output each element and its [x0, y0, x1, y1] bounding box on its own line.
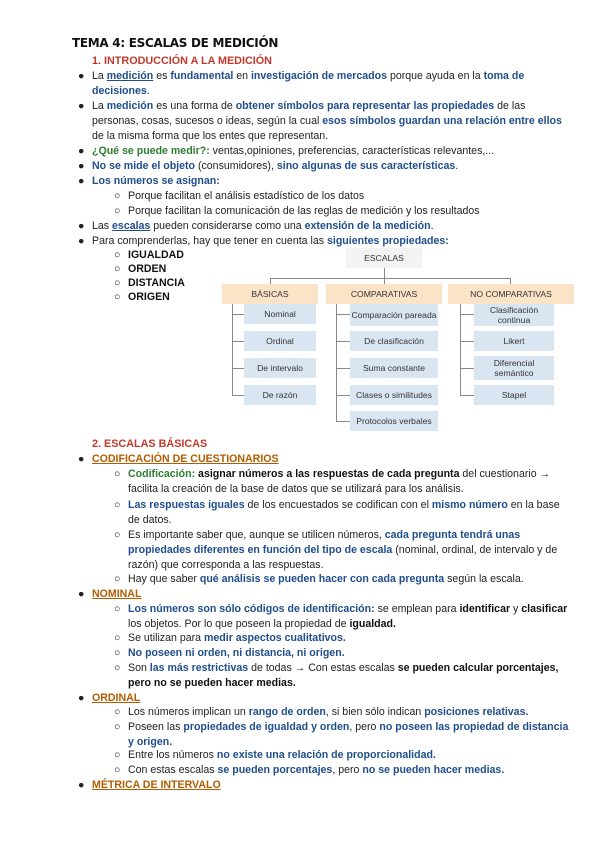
list-item: ● Los números se asignan: [78, 175, 220, 187]
list-item: ○ Las respuestas iguales de los encuestados se codifican con el mismo número en la base de datos. [114, 499, 560, 526]
page-title: TEMA 4: ESCALAS DE MEDICIÓN [72, 36, 279, 50]
list-item: ● Para comprenderlas, hay que tener en cuenta las siguientes propiedades: [78, 235, 449, 247]
list-item: ● NOMINAL [78, 588, 142, 600]
list-item: ● ORDINAL [78, 692, 141, 704]
diagram-item: De razón [244, 385, 316, 405]
diagram-item: Nominal [244, 304, 316, 324]
list-item: ○ No poseen ni orden, ni distancia, ni origen. [114, 647, 345, 659]
diagram-item: Diferencial semántico [474, 356, 554, 380]
list-item: ○ DISTANCIA [114, 277, 185, 289]
list-item: ○ ORDEN [114, 263, 167, 275]
scales-diagram [222, 248, 580, 438]
list-item: ○ Los números son sólo códigos de identificación: se emplean para identificar y clasificar los objetos. Por lo que poseen la propiedad de igualdad. [114, 603, 568, 630]
list-item: ● La medición es una forma de obtener símbolos para representar las propiedades de las personas, cosas, sucesos o ideas, según la cual esos símbolos guardan una relación entre ellos de la misma forma que los entes que representan. [78, 100, 562, 142]
diagram-item: Comparación pareada [350, 304, 438, 326]
diagram-item: Stapel [474, 385, 554, 405]
diagram-head-basicas: BÁSICAS [222, 284, 318, 304]
list-item: ○ Poseen las propiedades de igualdad y orden, pero no poseen las propiedad de distancia y origen. [114, 721, 569, 748]
diagram-item: De clasificación [350, 331, 438, 351]
diagram-root: ESCALAS [346, 248, 422, 268]
list-item: ○ Porque facilitan el análisis estadístico de los datos [114, 190, 365, 202]
list-item: ● No se mide el objeto (consumidores), sino algunas de sus características. [78, 160, 459, 172]
diagram-item: Suma constante [350, 358, 438, 378]
list-item: ● ¿Qué se puede medir?: ventas,opiniones, preferencias, características relevantes,... [78, 145, 495, 157]
list-item: ○ Codificación: asignar números a las respuestas de cada pregunta del cuestionario → facilita la creación de la base de datos que se utilizará para los análisis. [114, 468, 551, 495]
diagram-item: Likert [474, 331, 554, 351]
diagram-item: Protocolos verbales [350, 411, 438, 431]
diagram-item: Clases o similitudes [350, 385, 438, 405]
diagram-item: Ordinal [244, 331, 316, 351]
list-item: ○ Los números implican un rango de orden, si bien sólo indican posiciones relativas. [114, 706, 529, 718]
list-item: ○ Entre los números no existe una relación de proporcionalidad. [114, 749, 436, 761]
diagram-item: Clasificación continua [474, 304, 554, 326]
list-item: ○ Se utilizan para medir aspectos cualitativos. [114, 632, 346, 644]
list-item: ● MÉTRICA DE INTERVALO [78, 779, 221, 791]
section-1-heading: 1. INTRODUCCIÓN A LA MEDICIÓN [92, 55, 272, 67]
list-item: ○ ORIGEN [114, 291, 170, 303]
list-item: ○ Hay que saber qué análisis se pueden hacer con cada pregunta según la escala. [114, 573, 524, 585]
diagram-head-comparativas: COMPARATIVAS [326, 284, 442, 304]
list-item: ● CODIFICACIÓN DE CUESTIONARIOS [78, 453, 279, 465]
list-item: ● La medición es fundamental en investigación de mercados porque ayuda en la toma de decisiones. [78, 70, 525, 97]
list-item: ● Las escalas pueden considerarse como una extensión de la medición. [78, 220, 434, 232]
list-item: ○ IGUALDAD [114, 249, 184, 261]
list-item: ○ Es importante saber que, aunque se utilicen números, cada pregunta tendrá unas propiedades diferentes en función del tipo de escala (nominal, ordinal, de intervalo y de razón) que corresponda a las respuestas. [114, 529, 558, 571]
diagram-item: De intervalo [244, 358, 316, 378]
list-item: ○ Con estas escalas se pueden porcentajes, pero no se pueden hacer medias. [114, 764, 505, 776]
list-item: ○ Porque facilitan la comunicación de las reglas de medición y los resultados [114, 205, 480, 217]
list-item: ○ Son las más restrictivas de todas → Con estas escalas se pueden calcular porcentajes, pero no se pueden hacer medias. [114, 662, 559, 689]
diagram-head-no-comparativas: NO COMPARATIVAS [448, 284, 574, 304]
section-2-heading: 2. ESCALAS BÁSICAS [92, 438, 208, 450]
